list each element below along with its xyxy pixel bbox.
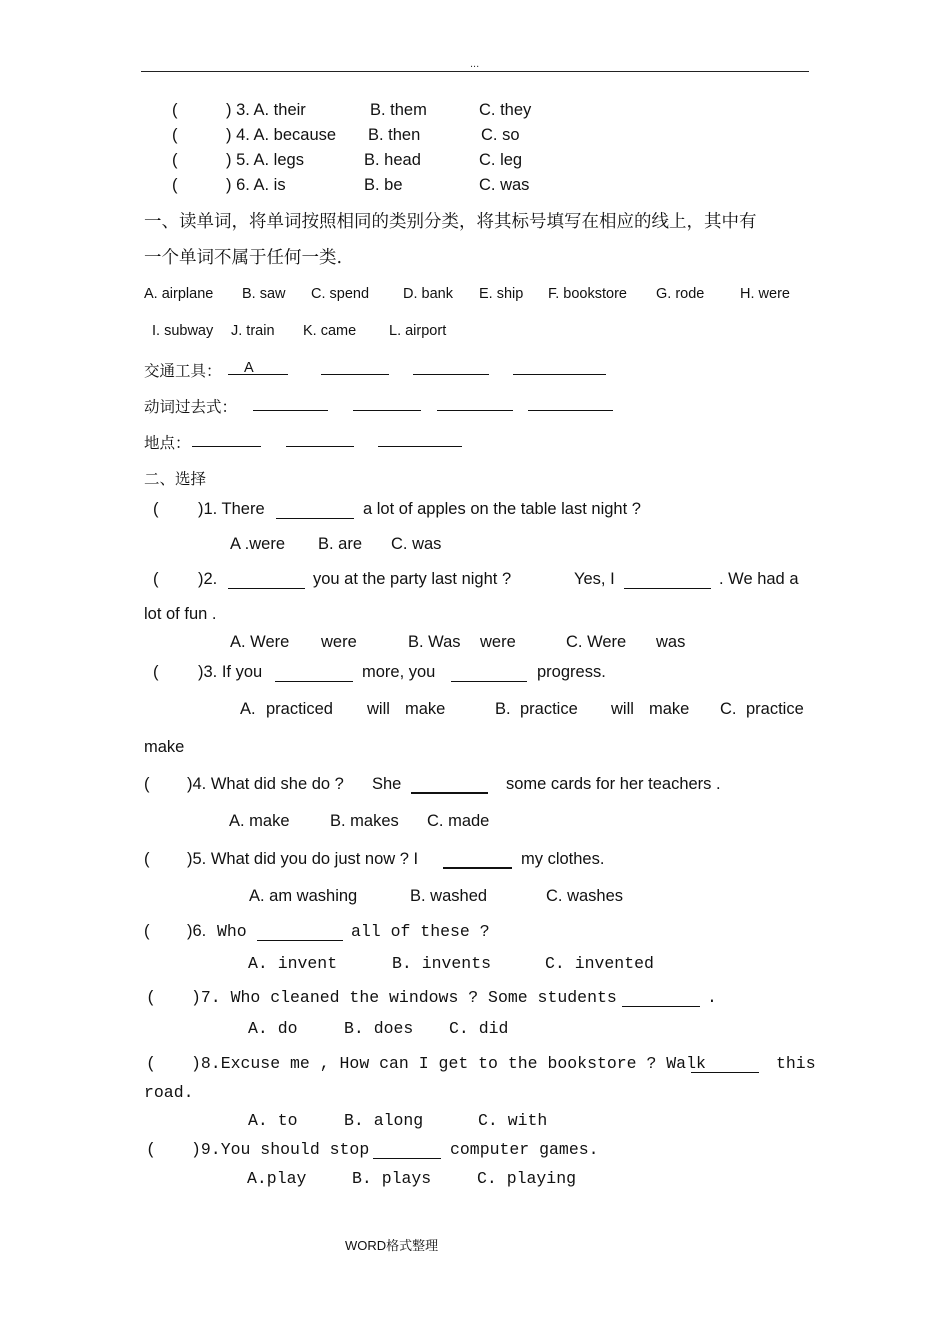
section2-title: 二、选择 [144, 470, 207, 488]
category-verbs-label: 动词过去式： [144, 398, 238, 416]
word-e: E. ship [479, 286, 524, 302]
item3-option-a: ) 3. A. their [226, 101, 306, 119]
q5-blank[interactable] [443, 867, 512, 869]
q6-stem-b: Who [217, 922, 247, 941]
item6-option-c: C. was [479, 176, 530, 194]
q4-paren: ( [144, 775, 150, 793]
q6-stem-a: )6. [187, 922, 207, 940]
q2-option-a2: were [321, 633, 357, 651]
q2-option-c1: C. Were [566, 633, 627, 651]
item3-option-c: C. they [479, 101, 532, 119]
category-transport-answer: A [244, 360, 254, 376]
q5-option-c: C. washes [546, 887, 624, 905]
item4-paren: ( [172, 126, 178, 144]
q3-option-b-word: practice [520, 700, 578, 718]
word-h: H. were [740, 286, 790, 302]
q9-stem-a: )9.You should stop [191, 1140, 370, 1159]
verbs-blank-4[interactable] [528, 410, 613, 411]
item4-option-c: C. so [481, 126, 520, 144]
q4-option-a: A. make [229, 812, 290, 830]
q4-stem-b: She [372, 775, 402, 793]
q8-option-a: A. to [248, 1111, 298, 1130]
word-a: A. airplane [144, 286, 214, 302]
q1-blank[interactable] [276, 518, 354, 519]
q1-option-c: C. was [391, 535, 442, 553]
q7-stem-a: )7. Who cleaned the windows ? Some students [191, 988, 617, 1007]
q4-option-b: B. makes [330, 812, 399, 830]
places-blank-2[interactable] [286, 446, 354, 447]
q2-option-a1: A. Were [230, 633, 290, 651]
section1-instruction-line2: 一个单词不属于任何一类. [144, 248, 343, 268]
section1-instruction-line1: 一、读单词，将单词按照相同的类别分类，将其标号填写在相应的线上，其中有 [144, 212, 757, 232]
q2-stem-cont: lot of fun . [144, 605, 217, 623]
q5-paren: ( [144, 850, 150, 868]
q2-stem-c: Yes, I [574, 570, 615, 588]
q1-option-a: A .were [230, 535, 286, 553]
q5-option-a: A. am washing [249, 887, 358, 905]
item4-option-b: B. then [368, 126, 421, 144]
q6-blank[interactable] [257, 940, 343, 941]
word-j: J. train [231, 323, 275, 339]
q6-option-c: C. invented [545, 954, 654, 973]
q2-stem-b: you at the party last night ? [313, 570, 512, 588]
q2-blank-2[interactable] [624, 588, 711, 589]
q8-option-c: C. with [478, 1111, 548, 1130]
q3-paren: ( [153, 663, 159, 681]
places-blank-3[interactable] [378, 446, 462, 447]
q9-paren: ( [146, 1140, 156, 1159]
q3-option-a-will: will [367, 700, 390, 718]
word-f: F. bookstore [548, 286, 627, 302]
places-blank-1[interactable] [192, 446, 261, 447]
q3-blank-1[interactable] [275, 681, 353, 682]
item5-option-a: ) 5. A. legs [226, 151, 304, 169]
q6-stem-c: all of these ? [351, 922, 490, 941]
q9-option-a: A.play [247, 1169, 307, 1188]
transport-blank-4[interactable] [513, 374, 606, 375]
q6-option-a: A. invent [248, 954, 338, 973]
q3-option-a-word: practiced [266, 700, 333, 718]
q3-option-b-letter: B. [495, 700, 511, 718]
q2-option-b1: B. Was [408, 633, 461, 651]
q6-option-b: B. invents [392, 954, 492, 973]
q7-option-b: B. does [344, 1019, 414, 1038]
word-i: I. subway [152, 323, 214, 339]
q5-stem-b: my clothes. [521, 850, 605, 868]
q8-paren: ( [146, 1054, 156, 1073]
q3-option-b-will: will [611, 700, 634, 718]
item6-option-b: B. be [364, 176, 403, 194]
item5-option-b: B. head [364, 151, 421, 169]
q3-option-a-make: make [405, 700, 446, 718]
q9-blank[interactable] [373, 1158, 441, 1159]
q8-option-b: B. along [344, 1111, 424, 1130]
q1-option-b: B. are [318, 535, 363, 553]
q2-paren: ( [153, 570, 159, 588]
q1-stem-b: a lot of apples on the table last night ? [363, 500, 641, 518]
q8-stem-b: this [776, 1054, 816, 1073]
word-l: L. airport [389, 323, 447, 339]
word-c: C. spend [311, 286, 370, 302]
verbs-blank-1[interactable] [253, 410, 328, 411]
word-k: K. came [303, 323, 357, 339]
footer-text: WORD格式整理 [345, 1238, 439, 1253]
q3-stem-b: more, you [362, 663, 436, 681]
q3-option-b-make: make [649, 700, 690, 718]
q1-stem-a: )1. There [198, 500, 265, 518]
q3-option-a-letter: A. [240, 700, 256, 718]
item5-paren: ( [172, 151, 178, 169]
q3-option-c-word: practice [746, 700, 804, 718]
item5-option-c: C. leg [479, 151, 523, 169]
verbs-blank-2[interactable] [353, 410, 421, 411]
q9-stem-b: computer games. [450, 1140, 599, 1159]
item6-option-a: ) 6. A. is [226, 176, 286, 194]
q2-stem-a: )2. [198, 570, 218, 588]
category-places-label: 地点： [144, 434, 191, 452]
q2-option-b2: were [480, 633, 516, 651]
header-rule [141, 71, 809, 72]
item3-option-b: B. them [370, 101, 427, 119]
q4-option-c: C. made [427, 812, 490, 830]
item4-option-a: ) 4. A. because [226, 126, 337, 144]
q2-blank-1[interactable] [228, 588, 305, 589]
q5-option-b: B. washed [410, 887, 488, 905]
q9-option-b: B. plays [352, 1169, 432, 1188]
q8-stem-a: )8.Excuse me , How can I get to the bookstore ? Walk [191, 1054, 706, 1073]
q7-stem-b: . [707, 988, 717, 1007]
transport-blank-2[interactable] [321, 374, 389, 375]
q6-paren: ( [144, 922, 150, 940]
word-b: B. saw [242, 286, 286, 302]
q7-option-a: A. do [248, 1019, 298, 1038]
q3-stem-a: )3. If you [198, 663, 263, 681]
q5-stem-a: )5. What did you do just now ? I [187, 850, 419, 868]
q3-option-c-letter: C. [720, 700, 737, 718]
q2-stem-d: . We had a [719, 570, 799, 588]
q4-blank[interactable] [411, 792, 488, 794]
header-dots: ... [470, 58, 480, 70]
q3-stem-c: progress. [537, 663, 606, 681]
q9-option-c: C. playing [477, 1169, 577, 1188]
q3-option-c-cont: make [144, 738, 185, 756]
q2-option-c2: was [656, 633, 686, 651]
q7-paren: ( [146, 988, 156, 1007]
q7-option-c: C. did [449, 1019, 509, 1038]
item3-paren: ( [172, 101, 178, 119]
word-d: D. bank [403, 286, 453, 302]
q7-blank[interactable] [622, 1006, 700, 1007]
q4-stem-a: )4. What did she do ? [187, 775, 344, 793]
q8-blank[interactable] [691, 1072, 759, 1073]
transport-blank-3[interactable] [413, 374, 489, 375]
q3-blank-2[interactable] [451, 681, 527, 682]
q8-stem-cont: road. [144, 1083, 194, 1102]
q1-paren: ( [153, 500, 159, 518]
verbs-blank-3[interactable] [437, 410, 513, 411]
item6-paren: ( [172, 176, 178, 194]
q4-stem-c: some cards for her teachers . [506, 775, 721, 793]
transport-blank-1[interactable] [228, 374, 288, 375]
word-g: G. rode [656, 286, 705, 302]
category-transport-label: 交通工具： [144, 362, 222, 380]
